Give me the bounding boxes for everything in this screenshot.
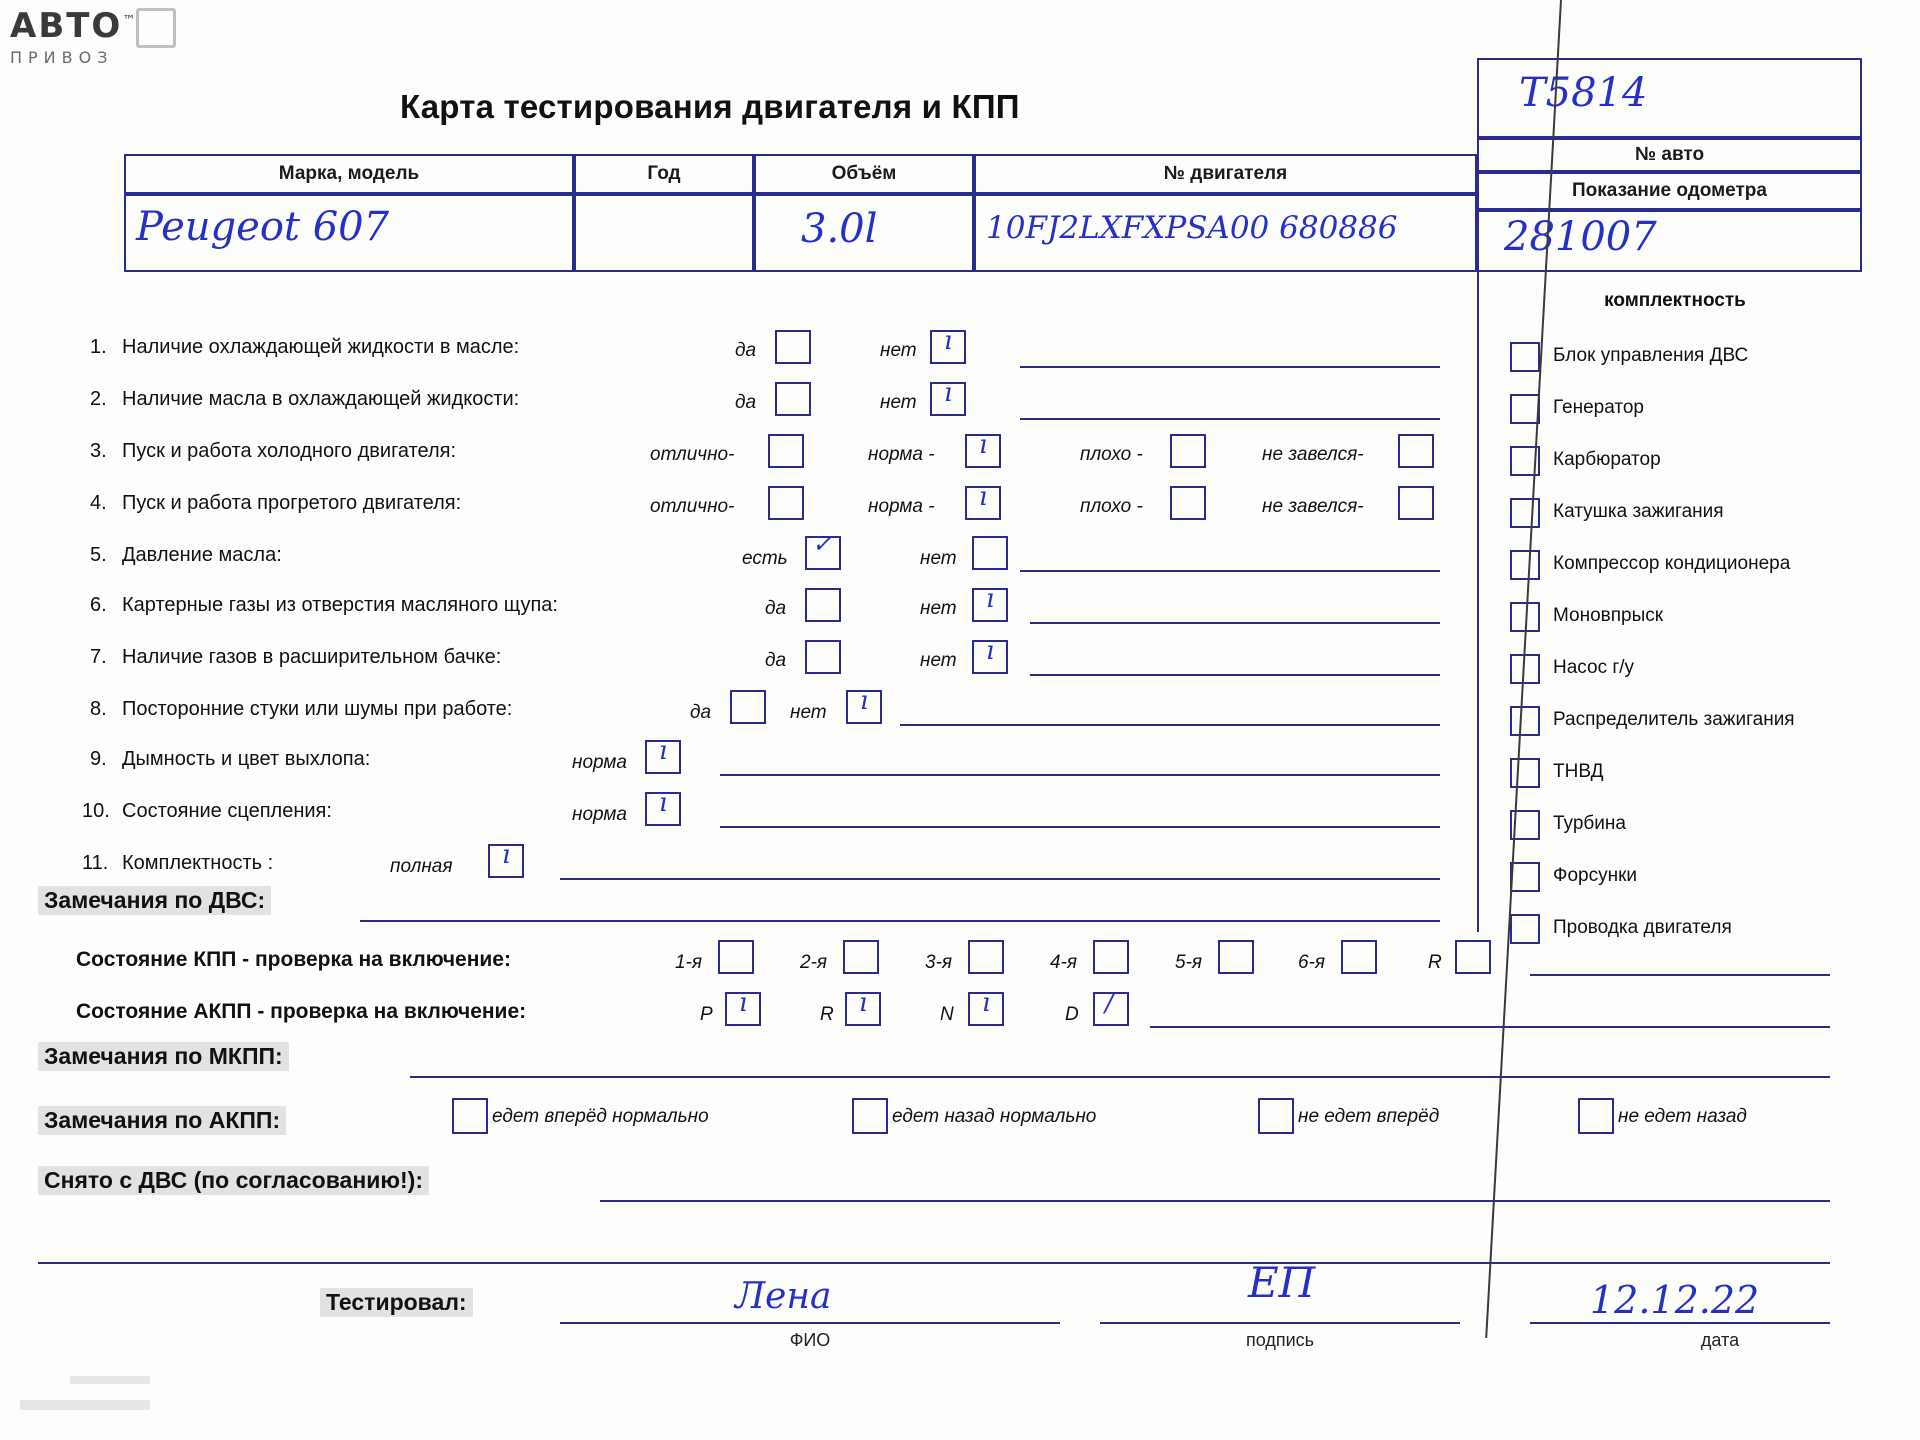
date-line[interactable] xyxy=(1530,1322,1830,1324)
completeness-label-5: Моновпрыск xyxy=(1553,605,1664,626)
checklist-row-2-opt-0-box[interactable] xyxy=(775,382,811,416)
checklist-row-6-opt-1-label: нет xyxy=(920,598,957,619)
checklist-row-3-opt-2-label: плохо - xyxy=(1080,444,1143,465)
checklist-row-4-opt-0-box[interactable] xyxy=(768,486,804,520)
completeness-label-1: Генератор xyxy=(1553,397,1644,418)
checklist-row-3-text: Пуск и работа холодного двигателя: xyxy=(122,440,457,462)
volume-value: 3.0l xyxy=(801,206,878,252)
completeness-checkbox-4[interactable] xyxy=(1510,550,1540,580)
checklist-row-11-num: 11. xyxy=(82,852,109,874)
checklist-row-9-num: 9. xyxy=(90,748,107,770)
checklist-row-6-opt-0-label: да xyxy=(765,598,787,619)
col-volume-label: Объём xyxy=(754,154,974,194)
checklist-row-9-note-line[interactable] xyxy=(720,774,1440,776)
checklist-row-7-opt-0-box[interactable] xyxy=(805,640,841,674)
col-engine-number-label: № двигателя xyxy=(974,154,1477,194)
checklist-row-4-num: 4. xyxy=(90,492,107,514)
checklist-row-4-opt-3-box[interactable] xyxy=(1398,486,1434,520)
checklist-row-9-text: Дымность и цвет выхлопа: xyxy=(122,748,371,770)
col-volume-value-cell xyxy=(754,194,974,272)
mkpp-gear-1-label: 2-я xyxy=(800,952,828,973)
checklist-row-8-text: Посторонние стуки или шумы при работе: xyxy=(122,698,513,720)
checklist-row-3-opt-3-box[interactable] xyxy=(1398,434,1434,468)
mkpp-gear-2-box[interactable] xyxy=(968,940,1004,974)
completeness-checkbox-11[interactable] xyxy=(1510,914,1540,944)
brand-tm: ™ xyxy=(122,13,138,29)
akpp-behaviour-3-box[interactable] xyxy=(1578,1098,1614,1134)
completeness-panel-divider xyxy=(1477,272,1479,932)
col-engine-number-value-cell xyxy=(974,194,1477,272)
checklist-row-8-opt-1-tick: ı xyxy=(860,686,869,716)
mkpp-gear-3-box[interactable] xyxy=(1093,940,1129,974)
col-make-model-label: Марка, модель xyxy=(124,154,574,194)
checklist-row-7-opt-1-tick: ı xyxy=(986,636,995,666)
checklist-row-10-text: Состояние сцепления: xyxy=(122,800,332,822)
signature-value: ЕП xyxy=(1248,1258,1316,1307)
checklist-row-7-text: Наличие газов в расширительном бачке: xyxy=(122,646,502,668)
mkpp-gear-1-box[interactable] xyxy=(843,940,879,974)
completeness-label-3: Катушка зажигания xyxy=(1553,501,1724,522)
checklist-row-11-text: Комплектность : xyxy=(122,852,274,874)
checklist-row-8-opt-0-box[interactable] xyxy=(730,690,766,724)
date-value: 12.12.22 xyxy=(1590,1278,1760,1322)
tested-by-label: Тестировал: xyxy=(320,1288,473,1317)
removed-label: Снято с ДВС (по согласованию!): xyxy=(38,1166,429,1195)
checklist-row-7-opt-0-label: да xyxy=(765,650,787,671)
akpp-mode-3-tick: / xyxy=(1105,988,1114,1018)
akpp-note-line[interactable] xyxy=(1150,1026,1830,1028)
col-year-value-cell xyxy=(574,194,754,272)
col-make-model-value-cell xyxy=(124,194,574,272)
completeness-label-9: Турбина xyxy=(1553,813,1626,834)
checklist-row-10-opt-0-label: норма xyxy=(572,804,627,825)
mkpp-check-label: Состояние КПП - проверка на включение: xyxy=(76,948,511,971)
mkpp-gear-4-label: 5-я xyxy=(1175,952,1203,973)
checklist-row-2-num: 2. xyxy=(90,388,107,410)
completeness-checkbox-7[interactable] xyxy=(1510,706,1540,736)
akpp-mode-3-label: D xyxy=(1065,1004,1079,1025)
checklist-row-6-opt-1-tick: ı xyxy=(986,584,995,614)
completeness-checkbox-10[interactable] xyxy=(1510,862,1540,892)
odometer-label: Показание одометра xyxy=(1477,172,1862,210)
checklist-row-2-opt-1-tick: ı xyxy=(944,378,953,408)
checklist-row-5-opt-0-tick: ✓ xyxy=(812,530,833,558)
checklist-row-1-num: 1. xyxy=(90,336,107,358)
mkpp-gear-5-box[interactable] xyxy=(1341,940,1377,974)
akpp-behaviour-2-box[interactable] xyxy=(1258,1098,1294,1134)
completeness-checkbox-3[interactable] xyxy=(1510,498,1540,528)
signature-line[interactable] xyxy=(1100,1322,1460,1324)
fio-value: Лена xyxy=(735,1276,832,1317)
checklist-row-2-note-line[interactable] xyxy=(1020,418,1440,420)
checklist-row-11-opt-0-tick: ı xyxy=(502,840,511,870)
engine-number-value: 10FJ2LXFXPSA00 680886 xyxy=(986,210,1398,246)
checklist-row-2-opt-1-label: нет xyxy=(880,392,917,413)
akpp-mode-1-label: R xyxy=(820,1004,834,1025)
akpp-behaviour-1-box[interactable] xyxy=(852,1098,888,1134)
checklist-row-7-opt-1-label: нет xyxy=(920,650,957,671)
checklist-row-4-opt-2-box[interactable] xyxy=(1170,486,1206,520)
checklist-row-3-opt-1-label: норма - xyxy=(868,444,935,465)
brand-logo xyxy=(10,6,190,96)
completeness-label-8: ТНВД xyxy=(1553,761,1604,782)
checklist-row-3-num: 3. xyxy=(90,440,107,462)
completeness-label-11: Проводка двигателя xyxy=(1553,917,1732,938)
checklist-row-10-opt-0-tick: ı xyxy=(659,788,668,818)
car-number-value: T5814 xyxy=(1519,70,1648,116)
mkpp-notes-line[interactable] xyxy=(410,1076,1830,1078)
completeness-label-6: Насос г/у xyxy=(1553,657,1635,678)
checklist-row-3-opt-0-label: отлично- xyxy=(650,444,735,465)
mkpp-note-line[interactable] xyxy=(1530,974,1830,976)
col-year-label: Год xyxy=(574,154,754,194)
removed-line-1[interactable] xyxy=(600,1200,1830,1202)
date-caption: дата xyxy=(1700,1330,1740,1350)
checklist-row-4-opt-1-tick: ı xyxy=(979,482,988,512)
akpp-mode-2-label: N xyxy=(940,1004,954,1025)
checklist-row-4-opt-3-label: не завелся- xyxy=(1262,496,1364,517)
checklist-row-8-opt-1-label: нет xyxy=(790,702,827,723)
checklist-row-6-num: 6. xyxy=(90,594,107,616)
akpp-behaviour-3-label: не едет назад xyxy=(1618,1106,1747,1127)
checklist-row-6-opt-0-box[interactable] xyxy=(805,588,841,622)
completeness-label-10: Форсунки xyxy=(1553,865,1637,886)
make-model-value: Peugeot 607 xyxy=(136,204,390,250)
checklist-row-9-opt-0-tick: ı xyxy=(659,736,668,766)
completeness-label-7: Распределитель зажигания xyxy=(1553,709,1795,730)
checklist-row-5-text: Давление масла: xyxy=(122,544,282,566)
removed-line-2[interactable] xyxy=(38,1262,1830,1264)
brand-subtitle: ПРИВОЗ xyxy=(10,48,114,67)
checklist-row-3-opt-2-box[interactable] xyxy=(1170,434,1206,468)
engine-notes-line[interactable] xyxy=(360,920,1440,922)
paper-smudge xyxy=(20,1400,150,1410)
checklist-row-5-opt-1-box[interactable] xyxy=(972,536,1008,570)
checklist-row-1-opt-1-tick: ı xyxy=(944,326,953,356)
paper-smudge-2 xyxy=(70,1376,150,1384)
akpp-behaviour-0-label: едет вперёд нормально xyxy=(492,1106,709,1127)
checklist-row-4-text: Пуск и работа прогретого двигателя: xyxy=(122,492,462,514)
checklist-row-2-opt-0-label: да xyxy=(735,392,757,413)
checklist-row-1-opt-0-label: да xyxy=(735,340,757,361)
mkpp-gear-4-box[interactable] xyxy=(1218,940,1254,974)
akpp-behaviour-2-label: не едет вперёд xyxy=(1298,1106,1440,1127)
checklist-row-4-opt-0-label: отлично- xyxy=(650,496,735,517)
checklist-row-6-note-line[interactable] xyxy=(1030,622,1440,624)
mkpp-gear-2-label: 3-я xyxy=(925,952,953,973)
checklist-row-1-text: Наличие охлаждающей жидкости в масле: xyxy=(122,336,520,358)
checklist-row-5-num: 5. xyxy=(90,544,107,566)
completeness-label-0: Блок управления ДВС xyxy=(1553,345,1749,366)
checklist-row-11-note-line[interactable] xyxy=(560,878,1440,880)
akpp-check-label: Состояние АКПП - проверка на включение: xyxy=(76,1000,527,1023)
checklist-row-1-opt-0-box[interactable] xyxy=(775,330,811,364)
checklist-row-1-opt-1-label: нет xyxy=(880,340,917,361)
checklist-row-3-opt-3-label: не завелся- xyxy=(1262,444,1364,465)
mkpp-gear-0-box[interactable] xyxy=(718,940,754,974)
checklist-row-3-opt-0-box[interactable] xyxy=(768,434,804,468)
checklist-row-6-text: Картерные газы из отверстия масляного щупа: xyxy=(122,594,558,616)
odometer-value: 281007 xyxy=(1504,214,1657,260)
checklist-row-3-opt-1-tick: ı xyxy=(979,430,988,460)
mkpp-notes-label: Замечания по МКПП: xyxy=(38,1042,289,1071)
page-title: Карта тестирования двигателя и КПП xyxy=(400,88,1020,125)
completeness-label-2: Карбюратор xyxy=(1553,449,1661,470)
car-number-value-cell xyxy=(1477,58,1862,138)
mkpp-gear-3-label: 4-я xyxy=(1050,952,1078,973)
brand-box-icon xyxy=(136,8,176,48)
completeness-checkbox-8[interactable] xyxy=(1510,758,1540,788)
akpp-behaviour-0-box[interactable] xyxy=(452,1098,488,1134)
akpp-mode-1-tick: ı xyxy=(859,988,868,1018)
brand-name-text: АВТО xyxy=(10,6,123,46)
checklist-row-7-note-line[interactable] xyxy=(1030,674,1440,676)
completeness-checkbox-0[interactable] xyxy=(1510,342,1540,372)
checklist-row-8-num: 8. xyxy=(90,698,107,720)
signature-caption: подпись xyxy=(1245,1330,1315,1350)
mkpp-gear-6-label: R xyxy=(1428,952,1442,973)
checklist-row-8-opt-0-label: да xyxy=(690,702,712,723)
akpp-behaviour-1-label: едет назад нормально xyxy=(892,1106,1097,1127)
akpp-mode-0-label: P xyxy=(700,1004,713,1025)
checklist-row-11-opt-0-label: полная xyxy=(390,856,453,877)
checklist-row-5-note-line[interactable] xyxy=(1020,570,1440,572)
checklist-row-2-text: Наличие масла в охлаждающей жидкости: xyxy=(122,388,520,410)
akpp-mode-2-tick: ı xyxy=(982,988,991,1018)
checklist-row-5-opt-0-label: есть xyxy=(742,548,788,569)
akpp-notes-label: Замечания по АКПП: xyxy=(38,1106,286,1135)
checklist-row-7-num: 7. xyxy=(90,646,107,668)
fio-caption: ФИО xyxy=(789,1330,831,1350)
akpp-mode-0-tick: ı xyxy=(739,988,748,1018)
checklist-row-5-opt-1-label: нет xyxy=(920,548,957,569)
mkpp-gear-6-box[interactable] xyxy=(1455,940,1491,974)
engine-notes-label: Замечания по ДВС: xyxy=(38,886,271,915)
mkpp-gear-0-label: 1-я xyxy=(675,952,703,973)
checklist-row-4-opt-1-label: норма - xyxy=(868,496,935,517)
checklist-row-10-note-line[interactable] xyxy=(720,826,1440,828)
fio-line[interactable] xyxy=(560,1322,1060,1324)
completeness-title: комплектность xyxy=(1604,290,1746,311)
checklist-row-4-opt-2-label: плохо - xyxy=(1080,496,1143,517)
odometer-value-cell xyxy=(1477,210,1862,272)
checklist-row-1-note-line[interactable] xyxy=(1020,366,1440,368)
checklist-row-10-num: 10. xyxy=(82,800,110,822)
checklist-row-8-note-line[interactable] xyxy=(900,724,1440,726)
checklist-row-9-opt-0-label: норма xyxy=(572,752,627,773)
mkpp-gear-5-label: 6-я xyxy=(1298,952,1326,973)
car-number-label: № авто xyxy=(1477,138,1862,172)
completeness-label-4: Компрессор кондиционера xyxy=(1553,553,1791,574)
